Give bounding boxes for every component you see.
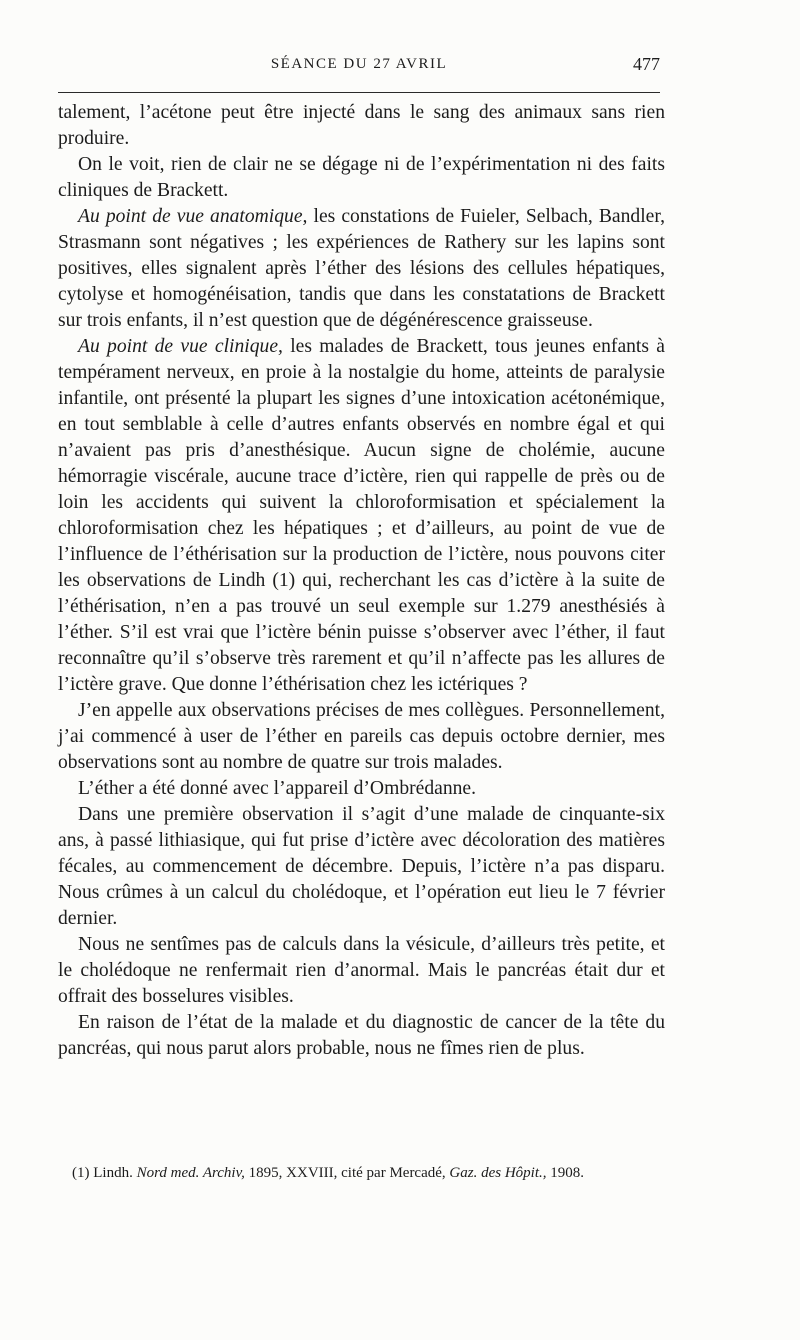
paragraph-8: Nous ne sentîmes pas de calculs dans la vésicule, d’ailleurs très petite, et le cholédoque ne renfermait rien d’anormal. Mais le pancréas était dur et offrait des bosselures visibles. bbox=[58, 934, 665, 1007]
footnote-1-journal: Nord med. Archiv, bbox=[136, 1165, 245, 1181]
header-rule bbox=[58, 92, 660, 93]
running-head: SÉANCE DU 27 AVRIL bbox=[270, 56, 448, 72]
paragraph-4-text: les malades de Brackett, tous jeunes enfants à tempérament nerveux, en proie à la nostalgie du home, atteints de paralysie infantile, ont présenté la plupart les signes d’une intoxication acétonémique, en tout semblable à celle d’autres enfants observés en nombre égal et qui n’avaient pas pris d’anesthésique. Aucun signe de cholémie, aucune hémorragie viscérale, aucune trace d’ictère, rien qui rappelle de près ou de loin les accidents qui suivent la chloroformisation et spécialement la chloroformisation chez les hépatiques ; et d’ailleurs, au point de vue de l’influence de l’éthérisation sur la production de l’ictère, nous pouvons citer les observations de Lindh (1) qui, recherchant les cas d’ictère à la suite de l’éthérisation, n’en a pas trouvé un seul exemple sur 1.279 anesthésiés à l’éther. S’il est vrai que l’ictère bénin puisse s’observer avec l’éther, il faut reconnaître qu’il s’observe très rarement et qu’il n’affecte pas les allures de l’ictère grave. Que donne l’éthérisation chez les ictériques ? bbox=[58, 336, 665, 695]
footnote-1-cite: 1895, XXVIII, cité par Mercadé, bbox=[244, 1165, 450, 1181]
body-text bbox=[58, 100, 665, 1062]
footnotes bbox=[58, 1163, 665, 1183]
paragraph-2: On le voit, rien de clair ne se dégage ni de l’expérimentation ni des faits cliniques de Brackett. bbox=[58, 154, 665, 201]
paragraph-4 bbox=[58, 334, 665, 698]
page-header bbox=[58, 48, 660, 88]
paragraph-3-text: les constations de Fuieler, Selbach, Bandler, Strasmann sont négatives ; les expériences de Rathery sur les lapins sont positives, elles signalent après l’éther des lésions des cellules hépatiques, cytolyse et homogénéisation, tandis que dans les constatations de Brackett sur trois enfants, il n’est question que de dégénérescence graisseuse. bbox=[58, 206, 665, 331]
paragraph-7: Dans une première observation il s’agit d’une malade de cinquante-six ans, à passé lithiasique, qui fut prise d’ictère avec décoloration des matières fécales, au commencement de décembre. Depuis, l’ictère n’a pas disparu. Nous crûmes à un calcul du cholédoque, et l’opération eut lieu le 7 février dernier. bbox=[58, 804, 665, 929]
paragraph-3-lead: Au point de vue anatomique, bbox=[78, 206, 308, 227]
paragraph-5: J’en appelle aux observations précises de mes collègues. Personnellement, j’ai commencé à user de l’éther en pareils cas depuis octobre dernier, mes observations sont au nombre de quatre sur trois malades. bbox=[58, 700, 665, 773]
page-number: 477 bbox=[633, 54, 660, 74]
footnote-1 bbox=[58, 1163, 665, 1183]
footnote-1-year: 1908. bbox=[546, 1165, 584, 1181]
footnote-1-gazette: Gaz. des Hôpit., bbox=[449, 1165, 547, 1181]
paragraph-1: talement, l’acétone peut être injecté dans le sang des animaux sans rien produire. bbox=[58, 102, 665, 149]
paragraph-6: L’éther a été donné avec l’appareil d’Ombrédanne. bbox=[78, 778, 477, 799]
paragraph-9: En raison de l’état de la malade et du diagnostic de cancer de la tête du pancréas, qui nous parut alors probable, nous ne fîmes rien de plus. bbox=[58, 1012, 665, 1059]
footnote-1-marker: (1) Lindh. bbox=[72, 1165, 137, 1181]
paragraph-3 bbox=[58, 204, 665, 334]
paragraph-4-lead: Au point de vue clinique, bbox=[78, 336, 283, 357]
